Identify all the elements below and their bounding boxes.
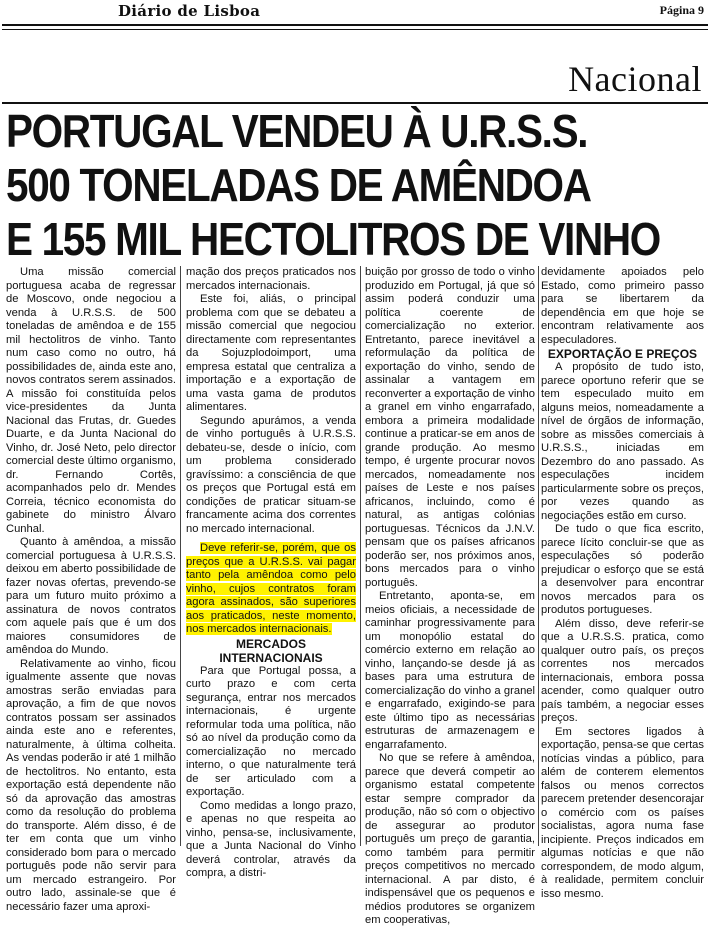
paragraph: Para que Portugal possa, a curto prazo e com certa segurança, entrar nos mercados internacionais, é urgente reformular toda uma política, não só ao nível da produção como da comercialização no mercado interno, o que naturalmente terá de ser articulado com a exportação. [186, 664, 356, 798]
newspaper-name: Diário de Lisboa [118, 2, 261, 20]
paragraph: Este foi, aliás, o principal problema com que se debateu a missão comercial que negociou directamente com representantes da Sojuzplodoimport, uma empresa estatal que centraliza a importação e a exportação de uma vasta gama de produtos alimentares. [186, 293, 356, 413]
headline-line-2: 500 TONELADAS DE AMÊNDOA [6, 159, 591, 211]
paragraph: mação dos preços praticados nos mercados internacionais. [186, 266, 356, 292]
paragraph: Como medidas a longo prazo, e apenas no que respeita ao vinho, pensa-se, inclusivamente, que a Junta Nacional do Vinho deverá controlar, através da compra, a distri- [186, 799, 356, 879]
headline [6, 104, 660, 266]
article-column-4 [541, 266, 704, 901]
page-number: Página 9 [659, 3, 704, 17]
headline-line-1: PORTUGAL VENDEU À U.R.S.S. [6, 105, 588, 157]
subheading: MERCADOS INTERNACIONAIS [219, 636, 323, 665]
column-divider [538, 266, 539, 846]
paragraph: buição por grosso de todo o vinho produzido em Portugal, já que só assim poderá conduzir uma política coerente de comercialização no exterior. Entretanto, parece inevitável a reformulação da política de exportação do vinho, sendo de assinalar a vantagem em reconverter a exportação de vinho a granel em vinho engarrafado, embora a primeira modalidade continue a praticar-se em anos de grande produção. Ao mesmo tempo, é urgente procurar novos mercados, nomeadamente nos países de Leste e nos países africanos, incluindo, como é natural, as antigas colónias portuguesas. Técnicos da J.N.V. pensam que os países africanos poderão ser, nos próximos anos, bons mercados para o vinho português. [365, 266, 535, 589]
subheading: EXPORTAÇÃO E PREÇOS [547, 347, 698, 361]
paragraph: A propósito de tudo isto, parece oportuno referir que se tem especulado muito em alguns meios, nomeadamente a nível de órgãos de informação, sobre as missões comerciais à U.R.S.S., iniciadas em Dezembro do ano passado. As especulações incidem particularmente sobre os preços, por vezes quando as negociações estão em curso. [541, 361, 704, 522]
section-title: Nacional [568, 59, 702, 99]
paragraph: Além disso, deve referir-se que a U.R.S.S. pratica, como qualquer outro país, os preços correntes nos mercados internacionais, embora possa acender, como qualquer outro país também, a negociar esses preços. [541, 617, 704, 724]
masthead-rule [2, 24, 708, 26]
column-divider [180, 266, 181, 846]
paragraph: Segundo apurámos, a venda de vinho português à U.R.S.S. debateu-se, desde o início, com um problema considerado gravíssimo: a consciência de que os preços que Portugal está em condições de praticar situam-se francamente acima dos correntes no mercado internacional. [186, 414, 356, 535]
article-column-1 [6, 266, 176, 914]
highlight-marker: Deve referir-se, porém, que os preços que a U.R.S.S. vai pagar tanto pela amêndoa como pelo vinho, cujos contratos foram agora assinados, são superiores aos praticados, neste momento, nos mercados internacionais. [186, 542, 356, 635]
paragraph: Uma missão comercial portuguesa acaba de regressar de Moscovo, onde negociou a venda à U.R.S.S. de 500 toneladas de amêndoa e de 155 mil hectolitros de vinho. Tanto num caso como no outro, há possibilidades de, ainda este ano, novos contratos serem assinados. A missão foi constituída pelos vice-presidentes da Junta Nacional das Frutas, dr. Guedes Duarte, e da Junta Nacional do Vinho, dr. José Neto, pelo director comercial deste último organismo, dr. Fernando Cortês, acompanhados pelo dr. Mendes Correia, técnico economista do gabinete do ministro Álvaro Cunhal. [6, 266, 176, 535]
paragraph: Quanto à amêndoa, a missão comercial portuguesa à U.R.S.S. deixou em aberto possibilidade de fazer novas ofertas, prevendo-se para um futuro muito próximo a assinatura de novos contratos com aquele país que é um dos maiores consumidores de amêndoa do Mundo. [6, 536, 176, 656]
headline-line-3: E 155 MIL HECTOLITROS DE VINHO [6, 213, 660, 265]
paragraph: devidamente apoiados pelo Estado, como primeiro passo para se libertarem da dependência em que hoje se encontram relativamente aos especuladores. [541, 266, 704, 346]
column-divider [360, 266, 361, 846]
masthead-rule-thin [2, 29, 708, 30]
article-column-3 [365, 266, 535, 928]
paragraph: Entretanto, aponta-se, em meios oficiais, a necessidade de caminhar progressivamente para um monopólio estatal do comércio externo em relação ao vinho, lançando-se desde já as bases para uma estrutura de comercialização do vinho a granel e engarrafado, exigindo-se para este último tipo as necessárias estruturas de armazenagem e engarrafamento. [365, 590, 535, 751]
paragraph: Em sectores ligados à exportação, pensa-se que certas notícias vindas a público, para além de conterem elementos falsos ou menos correctos parecem pretender desencorajar o comércio com os países socialistas, agora numa fase incipiente. Preços indicados em algumas notícias e que não correspondem, de modo algum, à realidade, permitem concluir isso mesmo. [541, 725, 704, 900]
paragraph: No que se refere à amêndoa, parece que deverá competir ao organismo estatal competente estar sempre comprador da produção, não só com o objectivo de assegurar ao produtor português um preço de garantia, como também para permitir preços competitivos no mercado internacional. A par disto, é indispensável que os pequenos e médios produtores se organizem em cooperativas, [365, 752, 535, 926]
paragraph: De tudo o que fica escrito, parece lícito concluir-se que as especulações só poderão prejudicar o esforço que se está a desenvolver para encontrar novos mercados para os produtos portugueses. [541, 523, 704, 616]
article-column-2 [186, 266, 356, 881]
paragraph: Relativamente ao vinho, ficou igualmente assente que novas amostras serão enviadas para aprovação, a fim de que novos contratos possam ser assinados ainda este ano e referentes, naturalmente, à última colheita. As vendas poderão ir até 1 milhão de hectolitros. No entanto, esta exportação está dependente não só da aprovação das amostras como da resolução do problema do transporte. Além disso, é de ter em conta que um vinho considerado bom para o mercado português pode não servir para um mercado estrangeiro. Por outro lado, assinale-se que é necessário fazer uma aproxi- [6, 657, 176, 913]
highlighted-paragraph [186, 542, 356, 637]
